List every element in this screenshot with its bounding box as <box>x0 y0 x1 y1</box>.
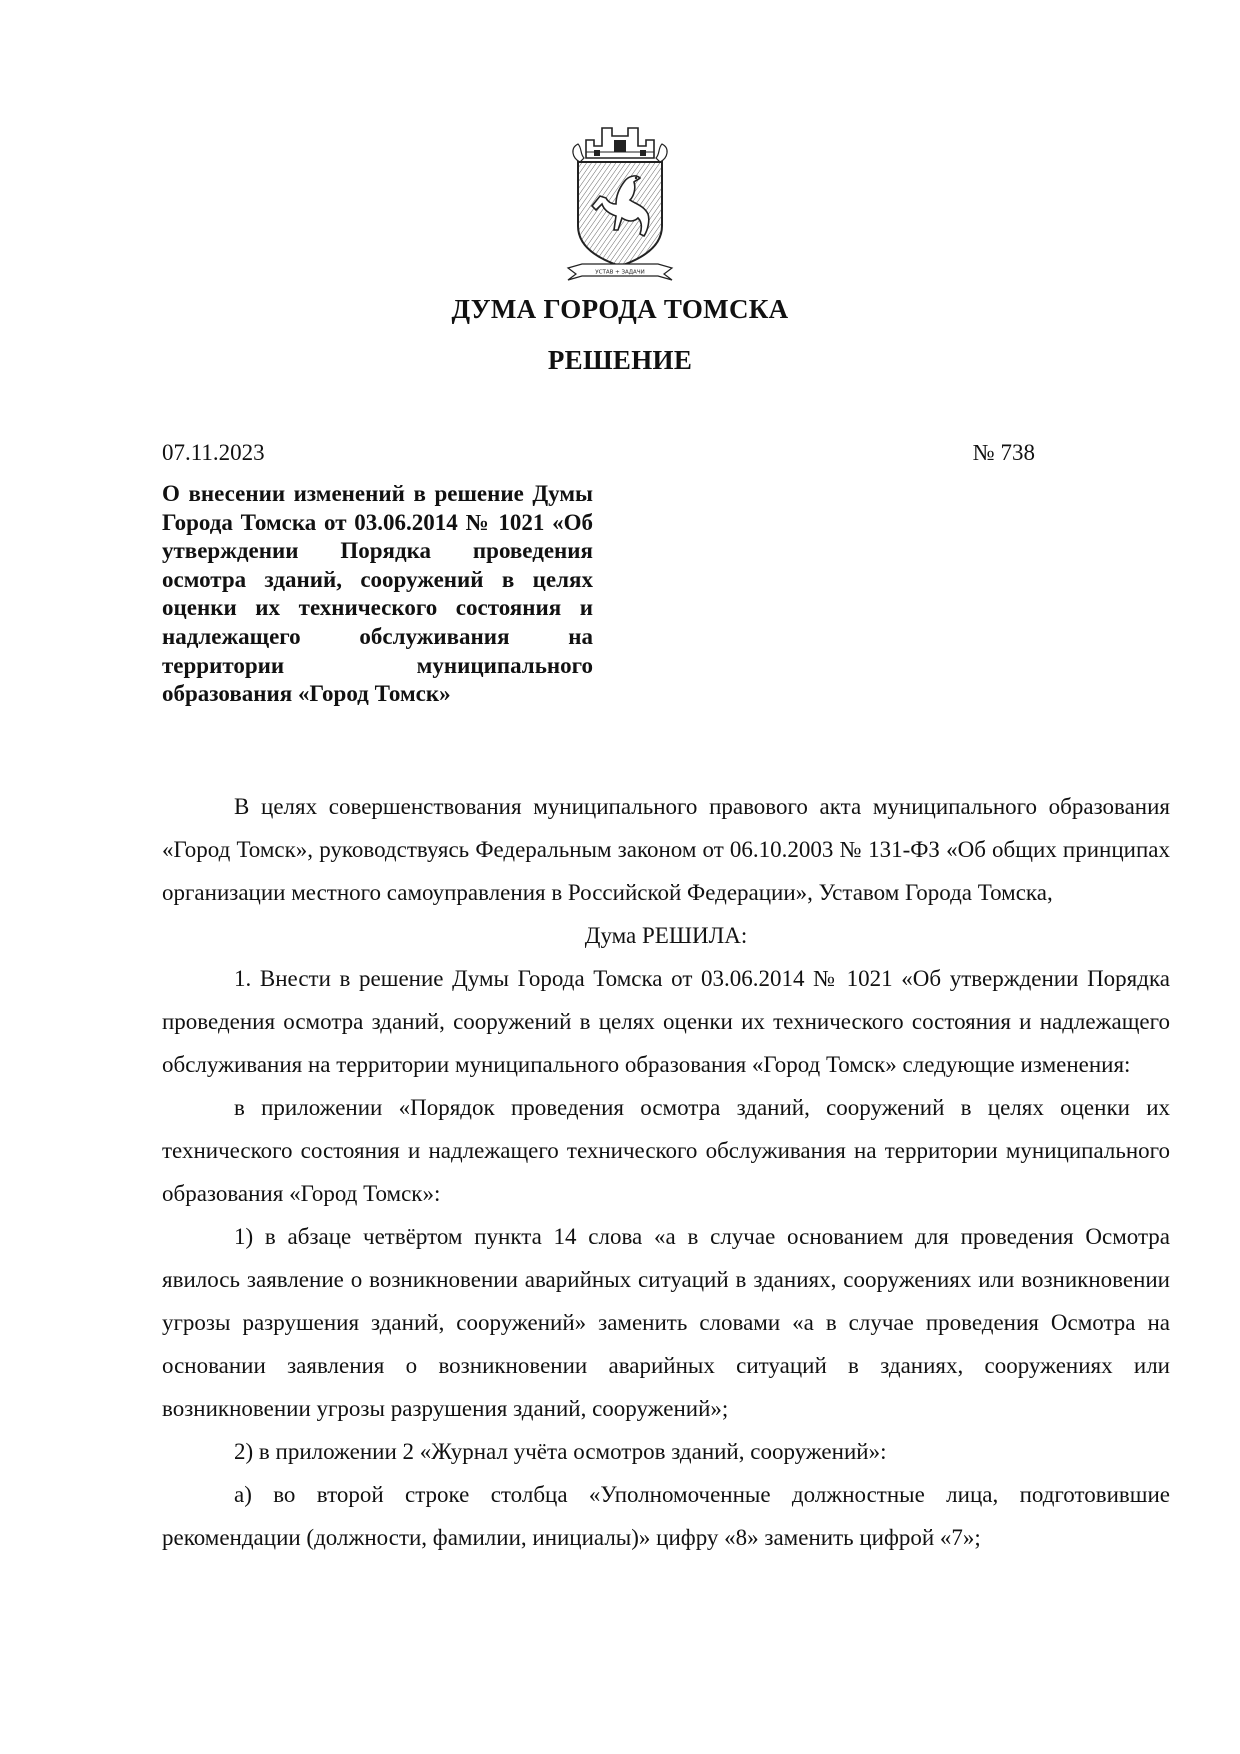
subitem-2a-paragraph: а) во второй строке столбца «Уполномоченные должностные лица, подготовившие рекомендации (должности, фамилии, инициалы)» цифру «8» заменить цифрой «7»; <box>162 1482 1170 1550</box>
document-body <box>162 785 1170 1559</box>
resolved-heading: Дума РЕШИЛА: <box>584 923 748 948</box>
document-type-heading: РЕШЕНИЕ <box>547 345 693 375</box>
coat-of-arms-emblem <box>564 118 676 290</box>
document-number: № 738 <box>972 440 1035 465</box>
svg-text:УСТАВ + ЗАДАЧИ: УСТАВ + ЗАДАЧИ <box>595 269 645 276</box>
organization-title: ДУМА ГОРОДА ТОМСКА <box>451 294 789 324</box>
preamble-paragraph: В целях совершенствования муниципального правового акта муниципального образования «Город Томск», руководствуясь Федеральным законом от 06.10.2003 № 131-ФЗ «Об общих принципах организации местного самоуправления в Российской Федерации», Уставом Города Томска, <box>162 794 1170 905</box>
document-subject: О внесении изменений в решение Думы Города Томска от 03.06.2014 № 1021 «Об утверждении Порядка проведения осмотра зданий, сооружений в целях оценки их технического состояния и надлежащего обслуживания на территории муниципального образования «Город Томск» <box>162 481 593 707</box>
appendix-intro-paragraph: в приложении «Порядок проведения осмотра зданий, сооружений в целях оценки их технического состояния и надлежащего технического обслуживания на территории муниципального образования «Город Томск»: <box>162 1095 1170 1206</box>
subitem-2-paragraph: 2) в приложении 2 «Журнал учёта осмотров зданий, сооружений»: <box>234 1439 887 1464</box>
item-1-paragraph: 1. Внести в решение Думы Города Томска от 03.06.2014 № 1021 «Об утверждении Порядка проведения осмотра зданий, сооружений в целях оценки их технического состояния и надлежащего обслуживания на территории муниципального образования «Город Томск» следующие изменения: <box>162 966 1170 1077</box>
subitem-1-paragraph: 1) в абзаце четвёртом пункта 14 слова «а в случае основанием для проведения Осмотра явилось заявление о возникновении аварийных ситуаций в зданиях, сооружениях или возникновении угрозы разрушения зданий, сооружений» заменить словами «а в случае проведения Осмотра на основании заявления о возникновении аварийных ситуаций в зданиях, сооружениях или возникновении угрозы разрушения зданий, сооружений»; <box>162 1224 1170 1421</box>
document-date: 07.11.2023 <box>162 440 265 465</box>
